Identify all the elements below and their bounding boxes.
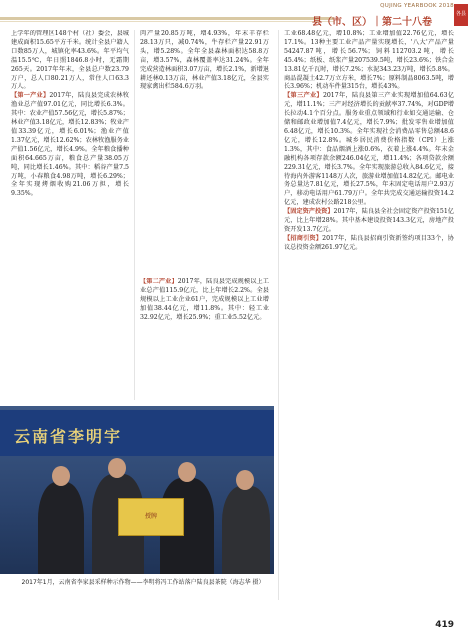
photo-caption: 2017年1月，云南省李家县采样种示作物——李明将冯工作站落户陆良县茶院（海志华 摄） xyxy=(21,579,265,586)
paragraph-overview: 上学年的管理区148个村（社）委会，县城建成面积15.65平方千米。统计全县户籍人口数85万人，城镇化率43.6%。年平均气温15.5℃，年日照1846.8小时，无霜期265天。2017年年末，全县总户数23.79万户，总人口80.21万人，常住人口63.3万人。 xyxy=(11,30,129,91)
photo-person xyxy=(222,486,270,574)
column-1 xyxy=(11,30,129,400)
column-2 xyxy=(140,30,269,270)
award-plaque xyxy=(118,498,184,536)
photo-head xyxy=(178,462,196,482)
column-rule-2 xyxy=(278,30,279,600)
paragraph-building-materials: 商品混凝土42.7万立方米，增长7%；原料制品8063.5吨，增长3.96%；机动车件量315台，增长43%。 xyxy=(284,74,454,91)
photo-banner-text: 云南省李明宇 xyxy=(14,427,123,446)
heading-fixed-investment: 【固定资产投资】 xyxy=(284,208,334,216)
photo-head xyxy=(236,470,254,490)
paragraph-fixed-investment: 2017年，陆良县全社会固定资产投资151亿元，比上年增28%。其中基本建设投资143.3亿元，房地产投资开发13.7亿元。 xyxy=(284,208,454,233)
paragraph-investment-promotion: 2017年，陆良县招商引资新签约项目33个，协议总投资金额261.97亿元。 xyxy=(284,234,454,251)
award-plaque-text: 授牌 xyxy=(144,513,157,520)
photo-head xyxy=(108,458,126,478)
paragraph-livestock: 肉产量20.85万吨，增4.93%，年末羊存栏28.13万只，减0.74%，牛存栏产量22.91万头，增5.28%。全年全县森林面积达58.8万亩，增3.57%，森林覆盖率达31.24%。全年完成营造林面积3.07万亩，增长2.1%，新增退耕还林0.13万亩，林业产值3.18亿元，全县实现家禽出栏584.6万羽。 xyxy=(140,30,269,91)
header-band xyxy=(0,17,334,20)
heading-tertiary-industry: 【第三产业】 xyxy=(284,92,323,100)
side-tab-label: 各县 xyxy=(455,11,466,17)
paragraph-industry-output: 工业68.48亿元，增10.8%；工业增加值22.76亿元，增长17.1%。13种主要工业产品产量实现增长，'八大'产品产量54247.87吨，增长56.7%；饲料112703.2吨，增长45.4%；纸板、纸浆产量207539.5吨，增长23.6%；铁合金13.81亿千瓦时，增长7.2%；水泥343.23万吨，增长5.8%。 xyxy=(284,30,454,73)
paragraph-primary-industry: 2017年，陆良县完成农林牧渔业总产值97.01亿元，同比增长6.3%。其中：农业产值57.56亿元，增长5.87%；林业产值3.18亿元，增长12.83%；牧业产值33.39亿元，增长6.01%；渔业产值1.37亿元，增长12.62%；农林牧渔服务业产值1.56亿元，增长4.9%。全年粮食播种面积64.665万亩，粮食总产量38.05万吨，同比增长1.46%。其中：稻谷产量7.5万吨，小春粮食4.98万吨，增长6.29%；全年实现烤烟收购21.06万担，增长9.35%。 xyxy=(11,92,129,198)
column-rule-1 xyxy=(134,30,135,400)
heading-investment-promotion: 【招商引资】 xyxy=(284,234,323,242)
heading-primary-industry: 【第一产业】 xyxy=(11,92,50,100)
yearbook-brand: QUJING YEARBOOK 2018 xyxy=(380,3,454,9)
column-3 xyxy=(284,30,454,630)
photo-banner xyxy=(0,410,274,456)
paragraph-tertiary-industry: 2017年，陆良县第三产业实现增加值64.63亿元，增11.1%；三产对经济增长的贡献率37.74%，对GDP增长拉动4.1个百分点。服务业重点领域和行业如交通运输、仓储和邮政业增加值7.4亿元，增长7.9%；批发零售业增加值6.48亿元，增长10.3%。全年实现社会消费品零售总额48.6亿元，增长12.8%。城乡居民消费价格指数（CPI）上涨1.3%，其中：食品烟酒上涨0.6%，衣着上涨4.4%。年末金融机构各项存款余额246.04亿元，增11.4%；各项贷款余额229.31亿元，增长3.7%。全年实现旅游总收入84.6亿元，接待海内外游客1148万人次，旅游业增加值14.82亿元。邮电业务总量达7.81亿元，增长27.5%，年末固定电话用户2.93万户，移动电话用户61.79万户。全年共完成交通运输投资14.2亿元，建成农村公路218公里。 xyxy=(284,92,454,207)
section-title: 县（市、区）｜第二十八卷 xyxy=(312,17,432,28)
column-2-lower xyxy=(140,278,269,400)
photo-head xyxy=(52,466,70,486)
header-band-thin xyxy=(0,21,334,22)
photo-person xyxy=(38,482,84,574)
side-tab xyxy=(454,4,468,26)
heading-secondary-industry: 【第二产业】 xyxy=(140,278,178,285)
page-number: 419 xyxy=(435,620,454,630)
paragraph-secondary-industry: 2017年，陆良县完成规模以上工业总产值115.9亿元，比上年增长2.2%。全县规模以上工业企业61户，完成规模以上工业增加值38.44亿元，增11.8%。其中：轻工业32.92亿元，增长25.9%；重工业5.52亿元。 xyxy=(140,278,269,321)
ceremony-photo xyxy=(0,406,274,574)
